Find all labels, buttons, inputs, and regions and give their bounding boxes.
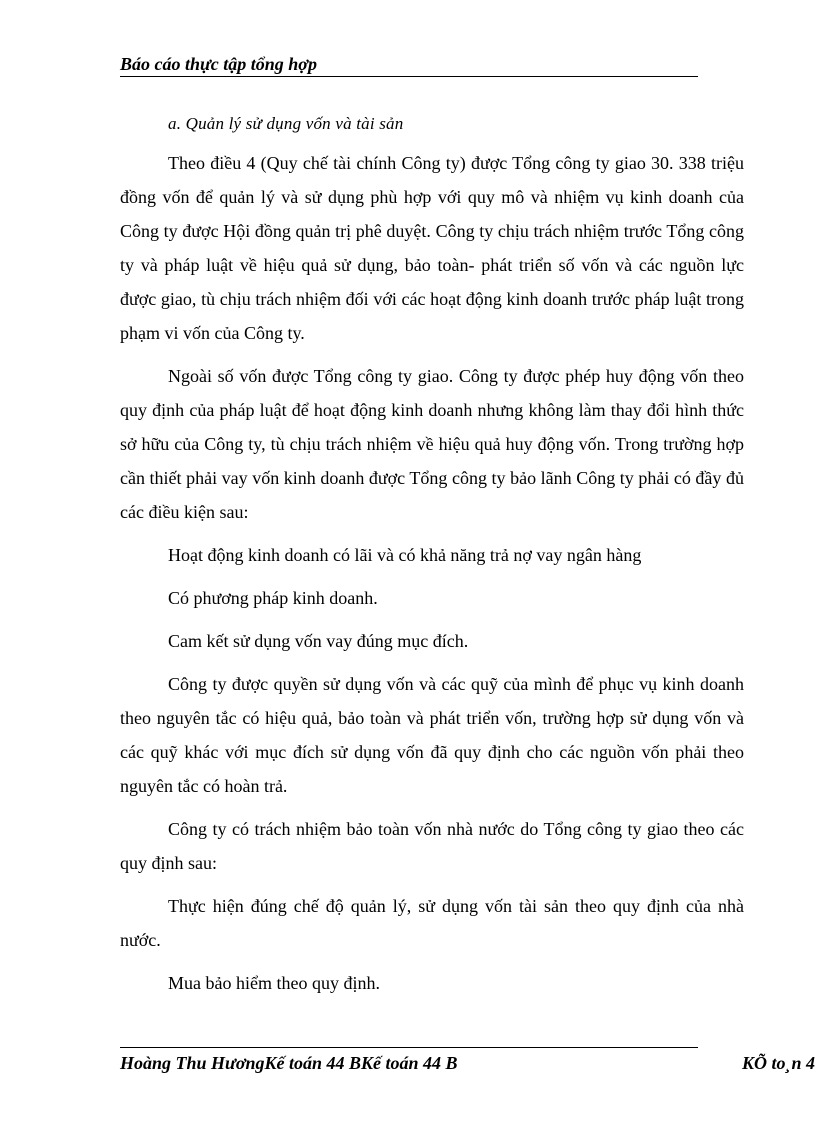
paragraph-fund-usage: Công ty được quyền sử dụng vốn và các quỹ của mình để phục vụ kinh doanh theo nguyên tắc có hiệu quả, bảo toàn và phát triển vốn, trường hợp sử dụng vốn và các quỹ khác với mục đích sử dụng vốn đã quy định cho các nguồn vốn phải theo nguyên tắc có hoàn trả. bbox=[120, 674, 744, 796]
paragraph-capital-mobilization: Ngoài số vốn được Tổng công ty giao. Công ty được phép huy động vốn theo quy định của pháp luật để hoạt động kinh doanh nhưng không làm thay đổi hình thức sở hữu của Công ty, tù chịu trách nhiệm về hiệu quả huy động vốn. Trong trường hợp cần thiết phải vay vốn kinh doanh được Tổng công ty bảo lãnh Công ty phải có đầy đủ các điều kiện sau: bbox=[120, 366, 744, 522]
paragraph-management-regime: Thực hiện đúng chế độ quản lý, sử dụng vốn tài sản theo quy định của nhà nước. bbox=[120, 896, 744, 950]
footer-divider bbox=[120, 1047, 698, 1048]
footer-author: Hoàng Thu HươngKế toán 44 BKế toán 44 B bbox=[120, 1053, 458, 1073]
list-item-insurance: Mua bảo hiểm theo quy định. bbox=[168, 973, 380, 993]
document-body bbox=[120, 112, 744, 1009]
list-item-profitable-operation: Hoạt động kinh doanh có lãi và có khả năng trả nợ vay ngân hàng bbox=[168, 545, 642, 565]
footer-class-label: KÕ to¸n 4 bbox=[742, 1053, 816, 1073]
paragraph-capital-preservation: Công ty có trách nhiệm bảo toàn vốn nhà nước do Tổng công ty giao theo các quy định sau: bbox=[120, 819, 744, 873]
list-item-business-method: Có phương pháp kinh doanh. bbox=[168, 588, 378, 608]
page-header: Báo cáo thực tập tổng hợp bbox=[120, 52, 698, 77]
paragraph-capital-allocation: Theo điều 4 (Quy chế tài chính Công ty) được Tổng công ty giao 30. 338 triệu đồng vốn để quản lý và sử dụng phù hợp với quy mô và nhiệm vụ kinh doanh của Công ty được Hội đồng quản trị phê duyệt. Công ty chịu trách nhiệm trước Tổng công ty và pháp luật về hiệu quả sử dụng, bảo toàn- phát triển số vốn và các nguồn lực được giao, tù chịu trách nhiệm đối với các hoạt động kinh doanh trước pháp luật trong phạm vi vốn của Công ty. bbox=[120, 153, 744, 343]
list-item-loan-commitment: Cam kết sử dụng vốn vay đúng mục đích. bbox=[168, 631, 469, 651]
section-title: a. Quản lý sử dụng vốn và tài sản bbox=[168, 114, 404, 133]
